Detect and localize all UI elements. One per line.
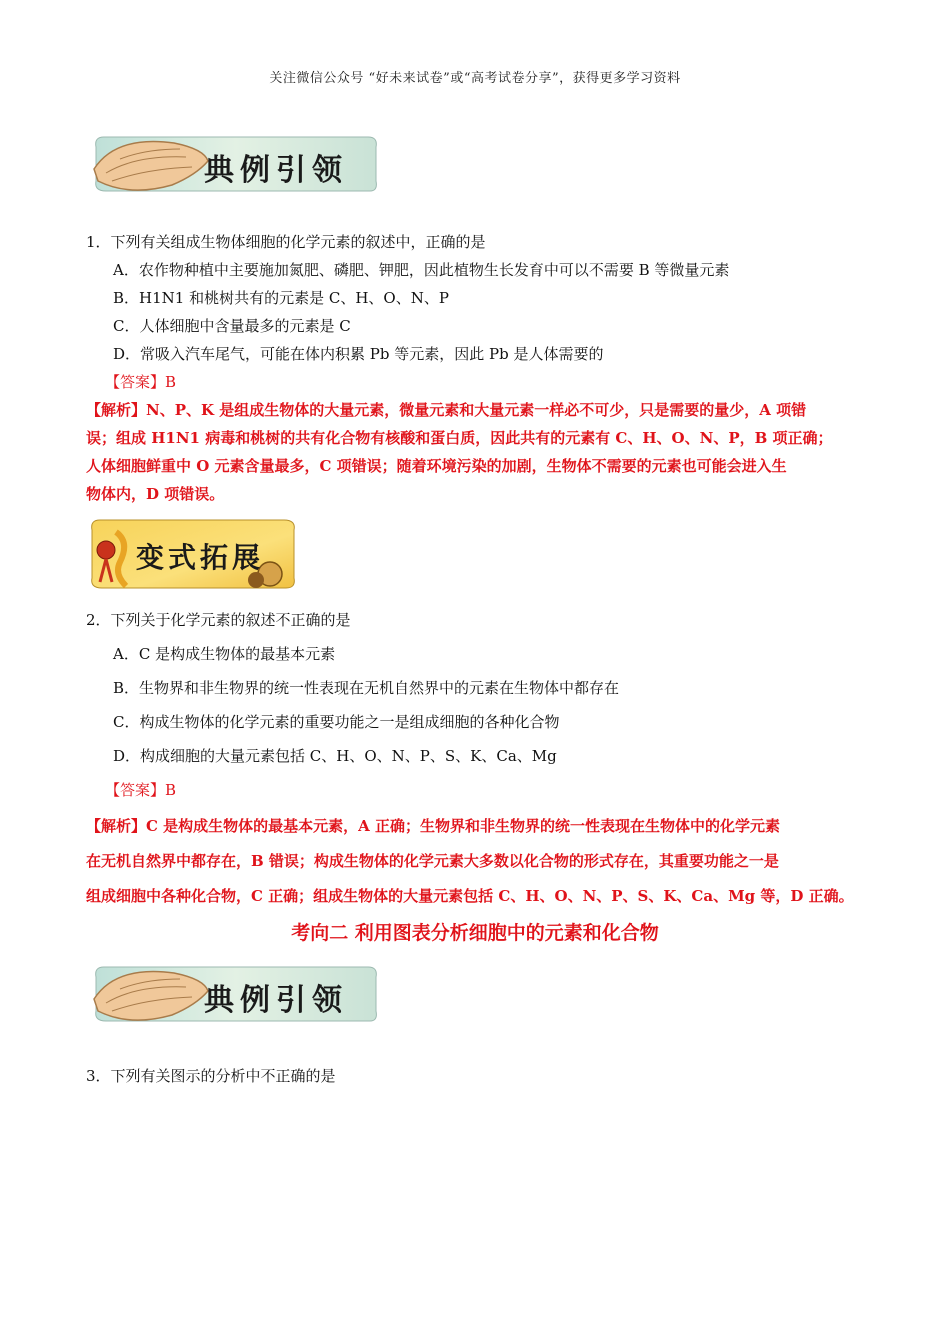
question-1-option-a: A．农作物种植中主要施加氮肥、磷肥、钾肥，因此植物生长发育中可以不需要 B 等微量元素 <box>113 261 730 279</box>
banner-title: 典例引领 <box>204 153 348 188</box>
question-2-analysis-line-3: 组成细胞中各种化合物，C 正确；组成生物体的大量元素包括 C、H、O、N、P、S、K、Ca、Mg 等，D 正确。 <box>86 887 854 905</box>
question-2-stem: 2．下列关于化学元素的叙述不正确的是 <box>86 611 351 629</box>
question-1-option-b: B．H1N1 和桃树共有的元素是 C、H、O、N、P <box>113 289 449 307</box>
question-2-option-a: A．C 是构成生物体的最基本元素 <box>113 645 336 663</box>
analysis-label: 【解析】 <box>86 817 147 835</box>
analysis-label: 【解析】 <box>86 401 147 419</box>
question-1-answer: 【答案】B <box>105 373 177 391</box>
question-3-stem: 3．下列有关图示的分析中不正确的是 <box>86 1067 336 1085</box>
section-title: 考向二 利用图表分析细胞中的元素和化合物 <box>291 922 659 944</box>
question-2-analysis-line-2: 在无机自然界中都存在，B 错误；构成生物体的化学元素大多数以化合物的形式存在，其重要功能之一是 <box>86 852 779 870</box>
banner-example <box>86 123 380 203</box>
banner-title: 典例引领 <box>204 983 348 1018</box>
question-1-analysis-line-3: 人体细胞鲜重中 O 元素含量最多，C 项错误；随着环境污染的加剧，生物体不需要的元素也可能会进入生 <box>86 457 787 475</box>
question-1-option-d: D．常吸入汽车尾气，可能在体内积累 Pb 等元素，因此 Pb 是人体需要的 <box>113 345 604 363</box>
question-2-option-c: C．构成生物体的化学元素的重要功能之一是组成细胞的各种化合物 <box>113 713 560 731</box>
question-2-answer: 【答案】B <box>105 781 177 799</box>
question-1-stem: 1．下列有关组成生物体细胞的化学元素的叙述中，正确的是 <box>86 233 486 251</box>
question-2-option-d: D．构成细胞的大量元素包括 C、H、O、N、P、S、K、Ca、Mg <box>113 747 557 765</box>
question-2-analysis-line-1: 【解析】C 是构成生物体的最基本元素，A 正确；生物界和非生物界的统一性表现在生物体中的化学元素 <box>86 817 781 835</box>
question-2-option-b: B．生物界和非生物界的统一性表现在无机自然界中的元素在生物体中都存在 <box>113 679 620 697</box>
question-1-analysis-line-2: 误；组成 H1N1 病毒和桃树的共有化合物有核酸和蛋白质，因此共有的元素有 C、H、O、N、P，B 项正确； <box>86 429 833 447</box>
question-1-analysis-line-4: 物体内，D 项错误。 <box>86 485 225 503</box>
header-note: 关注微信公众号 “好未来试卷”或“高考试卷分享”，获得更多学习资料 <box>269 71 681 86</box>
banner-title: 变式拓展 <box>136 541 265 574</box>
question-1-option-c: C．人体细胞中含量最多的元素是 C <box>113 317 351 335</box>
banner-variation <box>86 512 300 596</box>
question-1-analysis-line-1: 【解析】N、P、K 是组成生物体的大量元素，微量元素和大量元素一样必不可少，只是需要的量少，A 项错 <box>86 401 807 419</box>
banner-example <box>86 953 380 1033</box>
